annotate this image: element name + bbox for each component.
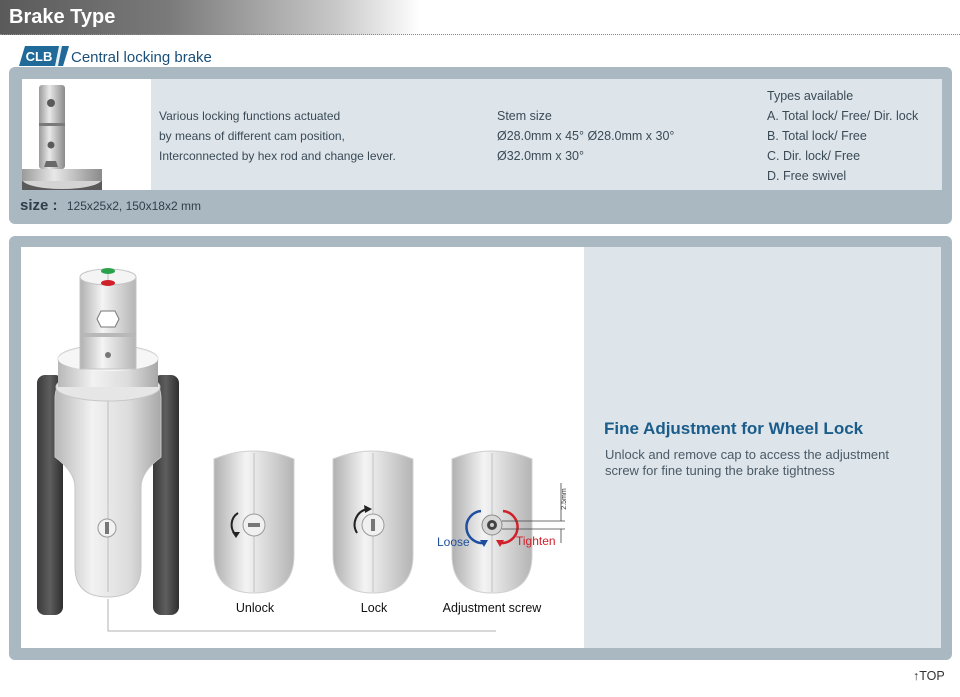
stem-size-block — [497, 106, 674, 166]
feature-text: Unlock and remove cap to access the adjustment screw for fine tuning the brake tightness — [605, 447, 889, 478]
type-item: A. Total lock/ Free/ Dir. lock — [767, 109, 919, 123]
description-line: Various locking functions actuated — [159, 109, 341, 123]
clb-badge-text: CLB — [25, 49, 53, 64]
size-value: 125x25x2, 150x18x2 mm — [66, 199, 201, 213]
stem-size-value: Ø32.0mm x 30° — [497, 149, 584, 163]
page-title: Brake Type — [9, 6, 116, 28]
back-to-top-link[interactable]: ↑TOP — [913, 669, 945, 683]
summary-description — [159, 106, 396, 166]
title-bar — [0, 0, 420, 35]
tighten-label: Tighten — [516, 534, 556, 548]
section-heading: Central locking brake — [71, 49, 212, 66]
size-line — [20, 197, 201, 214]
types-available-block — [767, 86, 918, 186]
types-title: Types available — [767, 89, 854, 103]
description-line: by means of different cam position, — [159, 129, 345, 143]
description-line: Interconnected by hex rod and change lever. — [159, 149, 396, 163]
type-item: C. Dir. lock/ Free — [767, 149, 861, 163]
type-item: B. Total lock/ Free — [767, 129, 867, 143]
brake-thumbnail-image — [22, 79, 151, 190]
gap-dimension-label: 2.5mm — [561, 488, 568, 510]
stem-size-title: Stem size — [497, 109, 552, 123]
illustration-area — [21, 247, 584, 648]
stem-size-value: Ø28.0mm x 45° Ø28.0mm x 30° — [497, 129, 675, 143]
loose-label: Loose — [437, 535, 470, 549]
title-divider — [0, 34, 960, 35]
feature-title: Fine Adjustment for Wheel Lock — [604, 419, 864, 438]
clb-badge-icon — [19, 46, 69, 66]
product-thumbnail — [22, 79, 151, 190]
state-label-unlock: Unlock — [235, 601, 275, 615]
state-label-adjustment: Adjustment screw — [442, 601, 542, 615]
size-label: size : — [20, 197, 58, 214]
brake-illustration — [21, 247, 584, 648]
type-item: D. Free swivel — [767, 169, 847, 183]
state-label-lock: Lock — [360, 601, 388, 615]
